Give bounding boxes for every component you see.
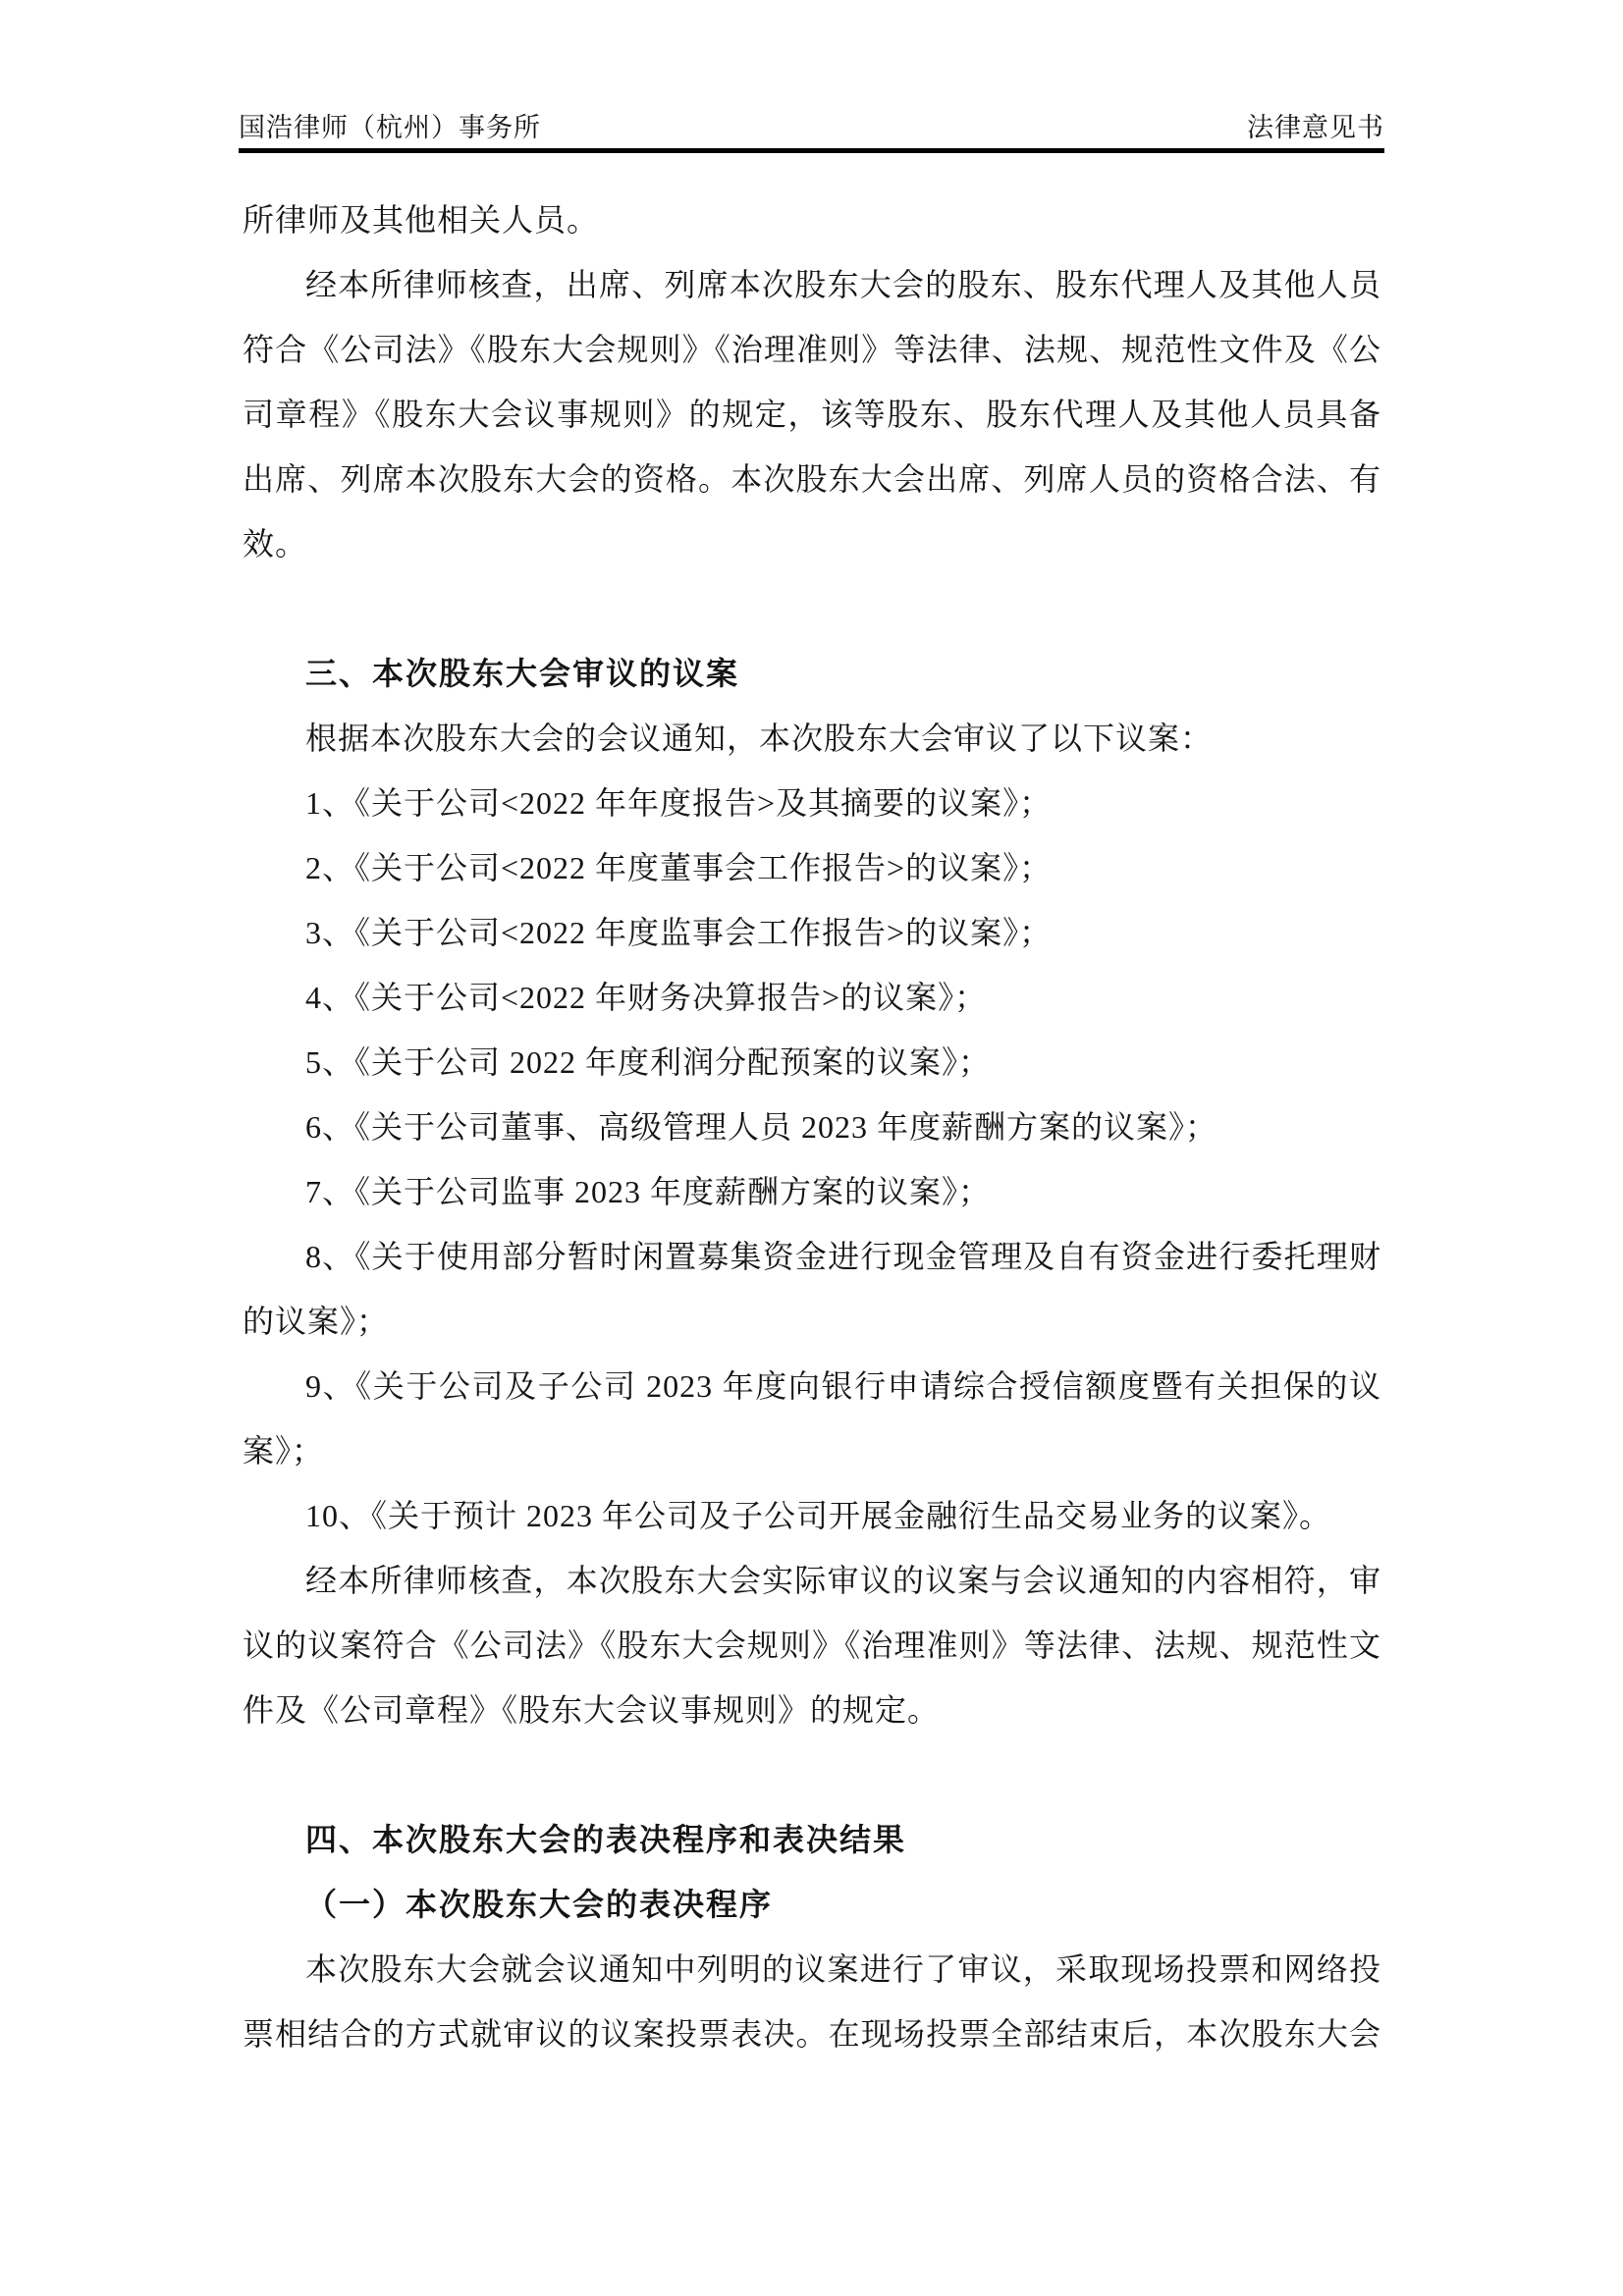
page-header xyxy=(239,112,1384,143)
paragraph-line: 议的议案符合《公司法》《股东大会规则》《治理准则》等法律、法规、规范性文 xyxy=(243,1628,1381,1663)
paragraph-line: 9、《关于公司及子公司 2023 年度向银行申请综合授信额度暨有关担保的议 xyxy=(305,1368,1381,1404)
paragraph-line: 8、《关于使用部分暂时闲置募集资金进行现金管理及自有资金进行委托理财 xyxy=(305,1239,1381,1274)
paragraph-line: 2、《关于公司<2022 年度董事会工作报告>的议案》； xyxy=(305,850,1053,885)
paragraph-line: 10、《关于预计 2023 年公司及子公司开展金融衍生品交易业务的议案》。 xyxy=(305,1498,1332,1533)
paragraph-line: 根据本次股东大会的会议通知，本次股东大会审议了以下议案： xyxy=(305,721,1214,756)
document-body xyxy=(243,187,1381,2066)
paragraph-line: 3、《关于公司<2022 年度监事会工作报告>的议案》； xyxy=(305,915,1053,950)
paragraph-line: 6、《关于公司董事、高级管理人员 2023 年度薪酬方案的议案》； xyxy=(305,1109,1218,1145)
paragraph-line: 司章程》《股东大会议事规则》的规定，该等股东、股东代理人及其他人员具备 xyxy=(243,397,1381,432)
paragraph-line: 符合《公司法》《股东大会规则》《治理准则》等法律、法规、规范性文件及《公 xyxy=(243,332,1381,367)
paragraph-line: 效。 xyxy=(243,526,308,561)
subsection-heading-4-1: （一）本次股东大会的表决程序 xyxy=(305,1887,774,1922)
paragraph-line: 票相结合的方式就审议的议案投票表决。在现场投票全部结束后，本次股东大会 xyxy=(243,2016,1381,2052)
paragraph-line: 经本所律师核查，本次股东大会实际审议的议案与会议通知的内容相符，审 xyxy=(305,1563,1381,1598)
paragraph-line: 7、《关于公司监事 2023 年度薪酬方案的议案》； xyxy=(305,1174,992,1209)
paragraph-line: 出席、列席本次股东大会的资格。本次股东大会出席、列席人员的资格合法、有 xyxy=(243,461,1381,497)
paragraph-line: 件及《公司章程》《股东大会议事规则》的规定。 xyxy=(243,1692,941,1728)
section-heading-3: 三、本次股东大会审议的议案 xyxy=(305,656,740,691)
paragraph-line: 所律师及其他相关人员。 xyxy=(243,202,600,238)
header-firm-name: 国浩律师（杭州）事务所 xyxy=(239,113,541,142)
paragraph-line: 本次股东大会就会议通知中列明的议案进行了审议，采取现场投票和网络投 xyxy=(305,1951,1381,1987)
section-heading-4: 四、本次股东大会的表决程序和表决结果 xyxy=(305,1822,907,1857)
blank-line xyxy=(243,1742,1381,1807)
paragraph-line: 4、《关于公司<2022 年财务决算报告>的议案》； xyxy=(305,980,988,1015)
blank-line xyxy=(243,576,1381,641)
header-doc-type: 法律意见书 xyxy=(1247,113,1384,142)
paragraph-line: 1、《关于公司<2022 年年度报告>及其摘要的议案》； xyxy=(305,785,1053,821)
header-rule xyxy=(239,148,1384,153)
paragraph-line: 经本所律师核查，出席、列席本次股东大会的股东、股东代理人及其他人员 xyxy=(305,267,1381,302)
paragraph-line: 案》； xyxy=(243,1433,325,1468)
paragraph-line: 的议案》； xyxy=(243,1304,390,1339)
paragraph-line: 5、《关于公司 2022 年度利润分配预案的议案》； xyxy=(305,1044,992,1080)
